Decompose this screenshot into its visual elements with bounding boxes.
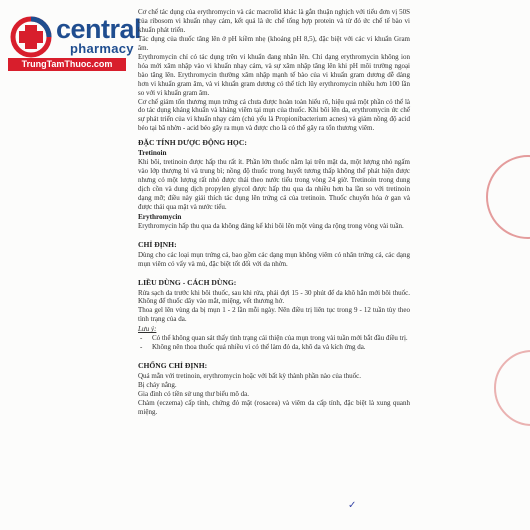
pharmacy-stamp-lower [494, 350, 530, 426]
pen-mark: ✓ [348, 500, 357, 511]
list-item: - Có thể không quan sát thấy tình trạng cải thiện của mụn trong vài tuần mới bắt đầu điều trị. [140, 334, 408, 343]
list-item: - Không nên thoa thuốc quá nhiều vì có thể làm đỏ da, khô da và kích ứng da. [140, 343, 366, 352]
uptake-paragraph: Erythromycin chỉ có tác dụng trên vi khuẩn đang nhân lên. Chỉ dạng erythromycin không ion hóa mới xâm nhập vào vi khuẩn nhạy cảm, và sự xâm nhập tăng lên khi pH môi trường ngoại bào tăng lên. Erythromycin thường xâm nhập mạnh tế bào của vi khuẩn gram dương dễ dàng hơn vi khuẩn gram âm, và vi khuẩn gram dương có thể tích lũy erythromycin nhiều hơn 100 lần so với vi khuẩn gram âm. [138, 52, 410, 97]
tretinoin-subheading: Tretinoin [138, 149, 167, 158]
leaflet-text [138, 8, 410, 417]
pharmacy-cross-icon [10, 16, 52, 58]
brand-subtitle: pharmacy [70, 41, 134, 56]
dosage-paragraph-2: Thoa gel lên vùng da bị mụn 1 - 2 lần mỗi ngày. Nên điều trị liên tục trong 9 - 12 tuần tùy theo tình trạng của da. [138, 306, 410, 324]
pharmacokinetics-heading: ĐẶC TÍNH DƯỢC ĐỘNG HỌC: [138, 138, 247, 148]
ph-paragraph: Tác dụng của thuốc tăng lên ở pH kiềm nhẹ (khoảng pH 8,5), đặc biệt với các vi khuẩn Gram âm. [138, 34, 410, 52]
contraindications-heading: CHỐNG CHỈ ĐỊNH: [138, 361, 208, 371]
mechanism-paragraph: Cơ chế tác dụng của erythromycin và các macrolid khác là gắn thuận nghịch với tiểu đơn vị 50S của ribosom vi khuẩn nhạy cảm, kết quả là ức chế tổng hợp protein và từ đó ức chế tế bào vi khuẩn phát triển. [138, 8, 410, 34]
contraindication-item: Gia đình có tiền sử ung thư biểu mô da. [138, 389, 250, 398]
tretinoin-paragraph: Khi bôi, tretinoin được hấp thu rất ít. Phần lớn thuốc nằm lại trên mặt da, một lượng nhỏ ngấm vào lớp thượng bì và trung bì; nồng độ thuốc trong huyết tương thấp không thể phát hiện được nhưng có một lượng rất nhỏ được thải theo nước tiểu trong vòng 24 giờ. Tretinoin trong dung dịch cồn và dung dịch propylen glycol được hấp thu qua da nhiều hơn ba lần so với tretinoin dạng mỡ; điều này giải thích tác dụng lên trứng cá của tretinoin. Thuốc chuyển hóa ở gan và được thải qua mật và nước tiểu. [138, 158, 410, 212]
erythromycin-subheading: Erythromycin [138, 213, 182, 221]
notes-list [138, 334, 410, 352]
note-label: Lưu ý: [138, 325, 157, 334]
contraindication-item: Bị cháy nắng. [138, 380, 177, 389]
dosage-paragraph: Rửa sạch da trước khi bôi thuốc, sau khi rửa, phải đợi 15 - 30 phút để da khô hẳn mới bôi thuốc. Không để thuốc dây vào mắt, miệng, vết thương hở. [138, 288, 410, 306]
indications-heading: CHỈ ĐỊNH: [138, 240, 177, 250]
central-pharmacy-logo[interactable] [4, 8, 142, 70]
acne-mechanism-paragraph: Cơ chế giảm tổn thương mụn trứng cá chưa được hoàn toàn hiểu rõ, hiệu quả một phần có thể là do tác dụng kháng khuẩn và kháng viêm tại mụn của thuốc. Khi bôi lên da, erythromycin ức chế sự phát triển của vi khuẩn nhạy cảm (chủ yếu là Propionibacterium acnes) và giảm nồng độ acid béo tại bã nhờn - acid béo gây ra mụn và được cho là có thể gây ra tổn thương viêm. [138, 97, 410, 133]
indications-paragraph: Dùng cho các loại mụn trứng cá, bao gồm các dạng mụn không viêm có nhân trứng cá, các dạng mụn viêm có vẩy và mủ, đặc biệt tốt đối với da nhờn. [138, 250, 410, 268]
erythromycin-paragraph: Erythromycin hấp thu qua da không đáng kể khi bôi lên một vùng da rộng trong vòng vài tuần. [138, 222, 404, 231]
brand-site[interactable]: TrungTamThuoc.com [8, 58, 126, 71]
contraindication-item: Chàm (eczema) cấp tính, chứng đỏ mặt (rosacea) và viêm da cấp tính, đặc biệt là xung quanh miệng. [138, 398, 410, 416]
brand-name: central [56, 14, 142, 44]
pharmacy-stamp [486, 155, 530, 239]
dosage-heading: LIỀU DÙNG - CÁCH DÙNG: [138, 277, 237, 287]
contraindication-item: Quá mẫn với tretinoin, erythromycin hoặc với bất kỳ thành phần nào của thuốc. [138, 371, 361, 380]
